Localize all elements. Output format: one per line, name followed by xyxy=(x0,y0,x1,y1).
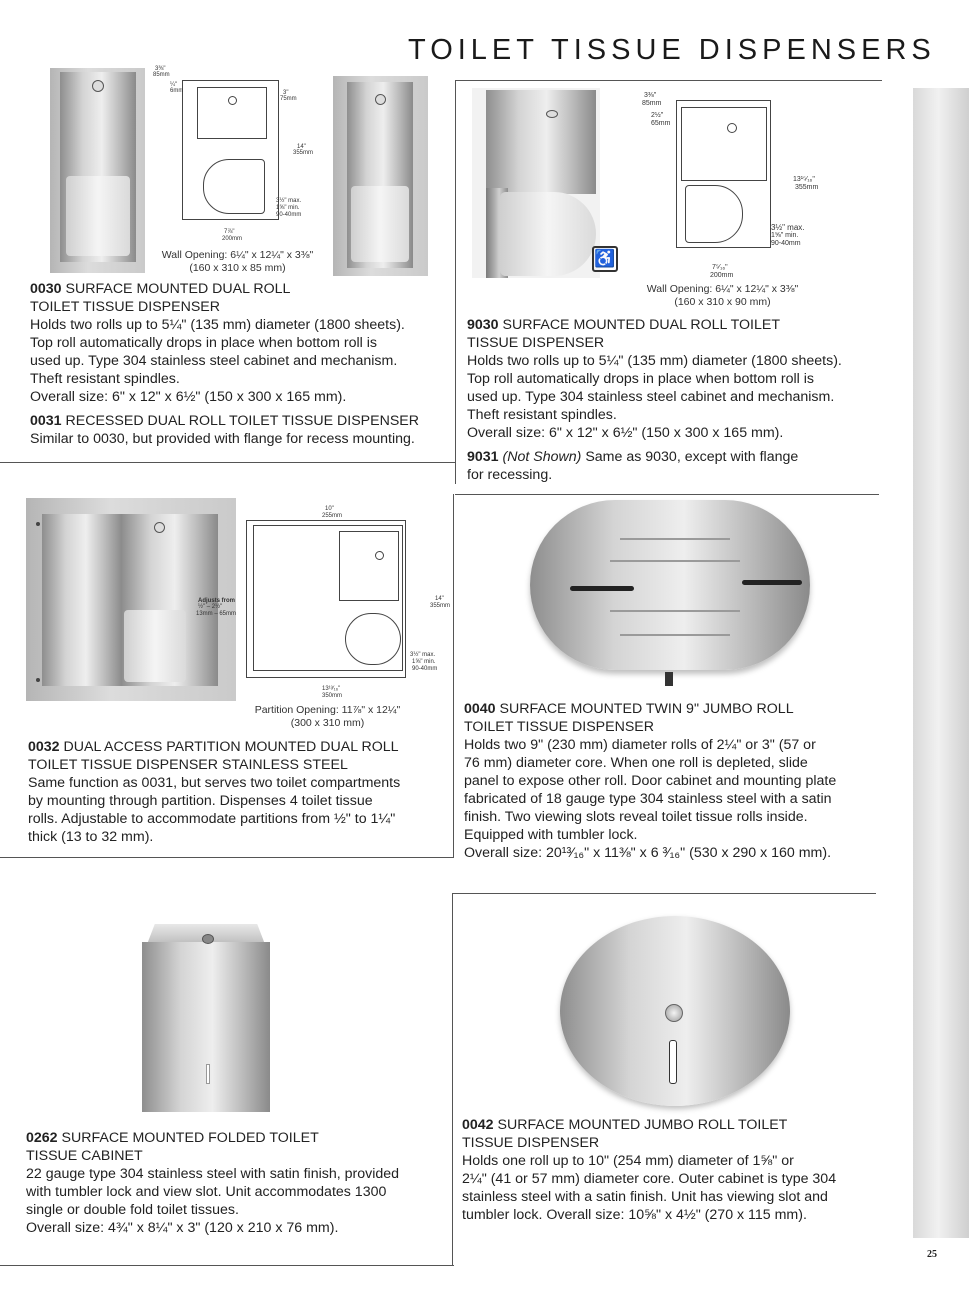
product-heading: SURFACE MOUNTED TWIN 9" JUMBO ROLL xyxy=(499,701,794,717)
product-code: 0032 xyxy=(28,739,60,755)
dim-label: 2½" xyxy=(651,112,664,119)
body-line: rolls. Adjustable to accommodate partitions from ½" to 1¼" xyxy=(28,811,396,827)
panel-groove xyxy=(610,610,740,612)
wall-opening-caption-metric: (160 x 310 x 90 mm) xyxy=(674,296,771,308)
product-heading: DUAL ACCESS PARTITION MOUNTED DUAL ROLL xyxy=(63,739,399,755)
page-title: TOILET TISSUE DISPENSERS xyxy=(408,34,936,66)
view-slot xyxy=(206,1064,210,1084)
body-line: finish. Two viewing slots reveal toilet tissue rolls inside. xyxy=(464,809,808,825)
viewing-slot xyxy=(570,586,634,591)
product-photo-0042 xyxy=(560,916,790,1106)
drawing-top-cabinet xyxy=(681,107,767,181)
wall-opening-caption: Wall Opening: 6¼" x 12¼" x 3⅜" xyxy=(161,249,314,261)
body-line: Top roll automatically drops in place when bottom roll is xyxy=(30,335,377,351)
lock-icon xyxy=(202,934,214,944)
line-drawing-9030 xyxy=(676,100,771,248)
partition-panel xyxy=(42,514,122,686)
viewing-slot xyxy=(669,1040,677,1084)
body-line: Same as 9030, except with flange xyxy=(585,449,799,465)
lock-icon xyxy=(92,80,104,92)
body-line: fabricated of 18 gauge type 304 stainless steel with a satin xyxy=(464,791,832,807)
line-drawing-0030 xyxy=(182,80,279,220)
dim-label: 3½" max. xyxy=(410,652,436,658)
lock-icon xyxy=(375,94,386,105)
dim-label: 355mm xyxy=(430,603,451,609)
dim-label: ¼" xyxy=(170,82,178,88)
body-line: Overall size: 20¹³⁄₁₆" x 11⅜" x 6 ³⁄₁₆" (530 x 290 x 160 mm). xyxy=(464,845,832,861)
body-line: 2¼" (41 or 57 mm) diameter core. Outer cabinet is type 304 xyxy=(462,1171,837,1187)
product-photo-0030 xyxy=(50,68,145,273)
product-description-0042 xyxy=(462,1116,892,1224)
product-description-9030 xyxy=(467,316,887,484)
product-code: 0031 xyxy=(30,413,62,429)
drawing-roll xyxy=(203,159,265,214)
product-heading: TOILET TISSUE DISPENSER STAINLESS STEEL xyxy=(28,757,348,773)
body-line: Top roll automatically drops in place when bottom roll is xyxy=(467,371,814,387)
body-line: used up. Type 304 stainless steel cabinet and mechanism. xyxy=(467,389,835,405)
lock-icon xyxy=(727,123,737,133)
dim-label: 350mm xyxy=(322,693,343,699)
dim-label: 1⅝" min. xyxy=(412,659,436,665)
dim-label: 1⅝" min. xyxy=(276,205,300,211)
body-line: Equipped with tumbler lock. xyxy=(464,827,638,843)
body-line: stainless steel with a satin finish. Unit has viewing slot and xyxy=(462,1189,828,1205)
tissue-roll xyxy=(351,186,409,262)
body-line: Similar to 0030, but provided with flange for recess mounting. xyxy=(30,431,415,447)
tissue-roll xyxy=(124,610,186,682)
body-line: with tumbler lock and view slot. Unit accommodates 1300 xyxy=(26,1184,387,1200)
dim-label: 6mm xyxy=(170,88,184,94)
body-line: Holds two rolls up to 5¼" (135 mm) diameter (1800 sheets). xyxy=(467,353,842,369)
body-line: Theft resistant spindles. xyxy=(467,407,617,423)
product-photo-0040 xyxy=(530,500,810,670)
drawing-roll xyxy=(345,613,401,665)
dim-label: 200mm xyxy=(222,236,243,242)
body-line: 76 mm) diameter core. When one roll is depleted, slide xyxy=(464,755,808,771)
panel-groove xyxy=(610,560,740,562)
product-code: 9031 xyxy=(467,449,499,465)
dim-label: 10" xyxy=(325,506,334,512)
product-heading: SURFACE MOUNTED JUMBO ROLL TOILET xyxy=(497,1117,788,1133)
product-heading: TISSUE CABINET xyxy=(26,1148,143,1164)
product-description-0262 xyxy=(26,1129,451,1237)
note: (Not Shown) xyxy=(502,449,582,465)
product-photo-9030 xyxy=(472,88,600,278)
product-description-0030 xyxy=(30,280,450,448)
dim-label: 85mm xyxy=(642,100,662,107)
dim-label: ½" – 2½" xyxy=(198,604,223,610)
divider xyxy=(0,462,456,463)
dim-label: 200mm xyxy=(710,272,734,279)
screw-icon xyxy=(36,522,40,526)
line-drawing-0032 xyxy=(246,520,406,678)
divider xyxy=(452,893,876,894)
body-line: Overall size: 6" x 12" x 6½" (150 x 300 x 165 mm). xyxy=(30,389,347,405)
panel-groove xyxy=(620,634,730,636)
product-code: 0042 xyxy=(462,1117,494,1133)
product-heading: TISSUE DISPENSER xyxy=(462,1135,600,1151)
dim-label: 14" xyxy=(297,144,306,150)
lock-icon xyxy=(375,551,384,560)
product-code: 0262 xyxy=(26,1130,58,1146)
dim-label: 90-40mm xyxy=(771,240,801,247)
divider xyxy=(0,857,454,858)
wheelchair-accessibility-icon: ♿ xyxy=(592,246,618,272)
body-line: Same function as 0031, but serves two toilet compartments xyxy=(28,775,401,791)
page-number: 25 xyxy=(927,1249,937,1260)
divider xyxy=(455,80,882,81)
body-line: tumbler lock. Overall size: 10⅝" x 4½" (270 x 115 mm). xyxy=(462,1207,807,1223)
divider xyxy=(453,494,454,858)
tissue-roll xyxy=(66,176,130,256)
lock-icon xyxy=(154,522,165,533)
dim-label: 13¹⁵⁄₁₆" xyxy=(793,176,815,183)
product-photo-0262 xyxy=(140,924,272,1114)
product-description-0032 xyxy=(28,738,450,846)
product-code: 9030 xyxy=(467,317,499,333)
body-line: Holds one roll up to 10" (254 mm) diameter of 1⅝" or xyxy=(462,1153,794,1169)
dim-label: 14" xyxy=(435,596,444,602)
dim-label: 13¹³⁄₁₆" xyxy=(322,686,341,692)
dim-label: 90-40mm xyxy=(276,212,302,218)
viewing-slot xyxy=(742,580,802,585)
divider xyxy=(452,893,453,1265)
dim-label: 65mm xyxy=(651,120,671,127)
decorative-sidebar xyxy=(913,88,969,1238)
body-line: used up. Type 304 stainless steel cabinet and mechanism. xyxy=(30,353,398,369)
divider xyxy=(0,1265,454,1266)
divider xyxy=(455,80,456,484)
partition-opening-caption-metric: (300 x 310 mm) xyxy=(290,717,365,729)
dispenser-cabinet xyxy=(486,90,596,194)
product-heading: SURFACE MOUNTED DUAL ROLL TOILET xyxy=(502,317,781,333)
dim-label: 3" xyxy=(283,90,289,96)
wall-opening-caption-metric: (160 x 310 x 85 mm) xyxy=(189,262,286,274)
drawing-top-cabinet xyxy=(197,87,267,139)
body-line: for recessing. xyxy=(467,467,553,483)
product-code: 0030 xyxy=(30,281,62,297)
body-line: single or double fold toilet tissues. xyxy=(26,1202,239,1218)
body-line: thick (13 to 32 mm). xyxy=(28,829,154,845)
dim-label: 1⅝" min. xyxy=(771,232,799,239)
screw-icon xyxy=(36,678,40,682)
body-line: Holds two rolls up to 5¼" (135 mm) diameter (1800 sheets). xyxy=(30,317,405,333)
dim-label: 75mm xyxy=(280,96,297,102)
dim-label: 90-40mm xyxy=(412,666,438,672)
tissue-roll xyxy=(500,192,596,276)
panel-groove xyxy=(620,538,730,540)
dim-label: 3½" max. xyxy=(771,223,805,232)
product-heading: RECESSED DUAL ROLL TOILET TISSUE DISPENSER xyxy=(65,413,420,429)
body-line: Theft resistant spindles. xyxy=(30,371,180,387)
wall-opening-caption: Wall Opening: 6¼" x 12¼" x 3⅜" xyxy=(646,283,799,295)
product-heading: TOILET TISSUE DISPENSER xyxy=(30,299,221,315)
lock-icon xyxy=(228,96,237,105)
dim-label: 3⅜" xyxy=(155,66,166,72)
dim-label: 255mm xyxy=(322,513,343,519)
dim-label: 3½" max. xyxy=(276,198,302,204)
body-line: Overall size: 4¾" x 8¼" x 3" (120 x 210 x 76 mm). xyxy=(26,1220,339,1236)
partition-opening-caption: Partition Opening: 11⅞" x 12¼" xyxy=(254,704,401,716)
dim-label: 7⅞" xyxy=(224,229,235,235)
dim-label: Adjusts from xyxy=(198,598,236,604)
divider xyxy=(455,494,879,495)
body-line: by mounting through partition. Dispenses 4 toilet tissue xyxy=(28,793,373,809)
dim-label: 13mm – 65mm xyxy=(196,611,237,617)
product-heading: SURFACE MOUNTED FOLDED TOILET xyxy=(61,1130,319,1146)
body-line: Holds two 9" (230 mm) diameter rolls of 2¼" or 3" (57 or xyxy=(464,737,816,753)
product-heading: TOILET TISSUE DISPENSER xyxy=(464,719,655,735)
product-code: 0040 xyxy=(464,701,496,717)
lock-icon xyxy=(665,1004,683,1022)
dispenser-cabinet xyxy=(142,942,270,1112)
dim-label: 355mm xyxy=(795,184,819,191)
dim-label: 85mm xyxy=(153,72,170,78)
product-description-0040 xyxy=(464,700,894,862)
body-line: Overall size: 6" x 12" x 6½" (150 x 300 x 165 mm). xyxy=(467,425,784,441)
product-photo-0031 xyxy=(333,76,428,276)
product-heading: TISSUE DISPENSER xyxy=(467,335,605,351)
dim-label: 3⅜" xyxy=(644,92,657,99)
dim-label: 7⁵⁄₁₆" xyxy=(712,264,728,271)
lock-icon xyxy=(546,110,558,118)
body-line: 22 gauge type 304 stainless steel with satin finish, provided xyxy=(26,1166,400,1182)
lock-icon xyxy=(665,672,673,686)
drawing-top-cabinet xyxy=(339,531,399,601)
product-heading: SURFACE MOUNTED DUAL ROLL xyxy=(65,281,291,297)
drawing-roll xyxy=(685,185,743,243)
body-line: panel to expose other roll. Door cabinet and mounting plate xyxy=(464,773,837,789)
dim-label: 355mm xyxy=(293,150,314,156)
